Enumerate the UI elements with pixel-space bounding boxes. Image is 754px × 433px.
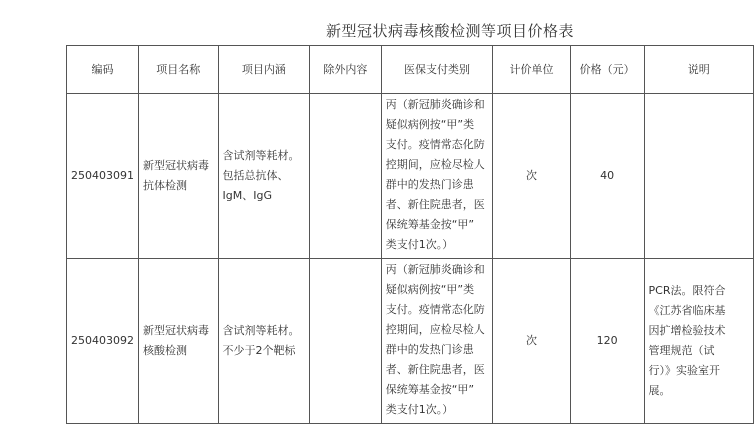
cell-item-content: 含试剂等耗材。 不少于2个靶标: [218, 259, 310, 424]
cell-item-name: 新型冠状病毒 核酸检测: [139, 259, 219, 424]
cell-excluded: [310, 94, 382, 259]
cell-item-name: 新型冠状病毒 抗体检测: [139, 94, 219, 259]
header-unit: 计价单位: [493, 46, 571, 94]
cell-unit: 次: [493, 259, 571, 424]
header-insurance-category: 医保支付类别: [381, 46, 493, 94]
cell-unit: 次: [493, 94, 571, 259]
cell-insurance-category: 丙（新冠肺炎确诊和 疑似病例按“甲”类 支付。疫情常态化防 控期间，应检尽检人 群中的发热门诊患 者、新住院患者，医 保统筹基金按“甲” 类支付1次。）: [381, 94, 493, 259]
table-row: [67, 94, 754, 259]
header-code: 编码: [67, 46, 139, 94]
cell-note: [644, 94, 753, 259]
page-title: 新型冠状病毒核酸检测等项目价格表: [325, 22, 574, 40]
cell-excluded: [310, 259, 382, 424]
header-item-name: 项目名称: [139, 46, 219, 94]
cell-item-content: 含试剂等耗材。 包括总抗体、 IgM、IgG: [218, 94, 310, 259]
header-price: 价格（元）: [570, 46, 644, 94]
header-item-content: 项目内涵: [218, 46, 310, 94]
price-table: [66, 45, 754, 424]
cell-insurance-category: 丙（新冠肺炎确诊和 疑似病例按“甲”类 支付。疫情常态化防 控期间，应检尽检人 群中的发热门诊患 者、新住院患者，医 保统筹基金按“甲” 类支付1次。）: [381, 259, 493, 424]
cell-price: 120: [570, 259, 644, 424]
cell-code: 250403092: [67, 259, 139, 424]
header-note: 说明: [644, 46, 753, 94]
header-excluded: 除外内容: [310, 46, 382, 94]
cell-code: 250403091: [67, 94, 139, 259]
table-row: [67, 259, 754, 424]
cell-price: 40: [570, 94, 644, 259]
cell-note: PCR法。限符合 《江苏省临床基 因扩增检验技术 管理规范（试 行）》实验室开 展。: [644, 259, 753, 424]
header-row: [67, 46, 754, 94]
